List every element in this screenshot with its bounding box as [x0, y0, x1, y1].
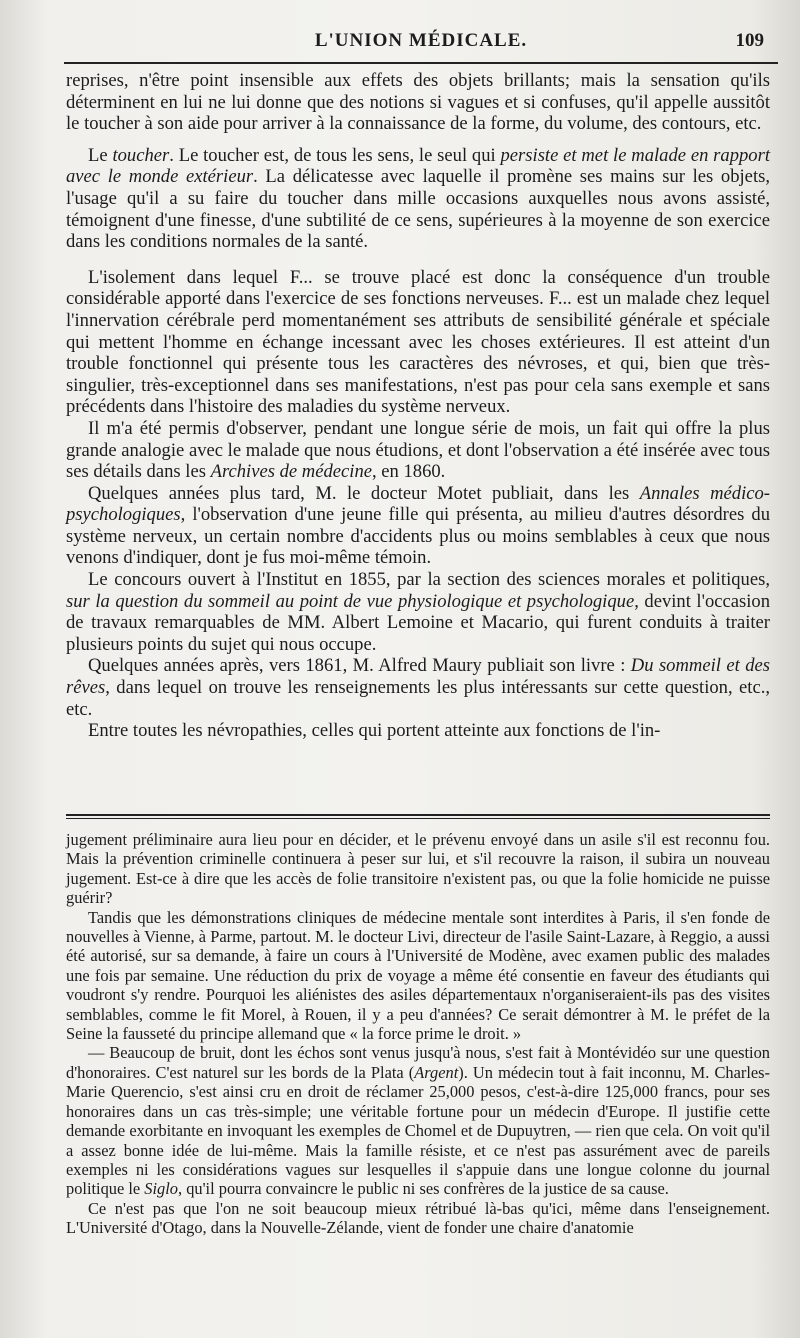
- section-rule-thin: [66, 818, 770, 819]
- feuilleton-paragraph-3: — Beaucoup de bruit, dont les échos sont venus jusqu'à nous, s'est fait à Montévidéo sur une question d'honoraires. C'est naturel sur les bords de la Plata (Argent). Un médecin tout à fait inconnu, M. Charles-Marie Querencio, s'est ainsi cru en droit de réclamer 25,000 pesos, c'est-à-dire 125,000 francs, pour ses honoraires dans un cas très-simple; une véritable fortune pour un médecin d'Europe. Il justifie cette demande exorbitante en invoquant les exemples de Chomel et de Dupuytren, — rien que cela. On voit qu'il a assez bonne idée de lui-même. Mais la famille résiste, et ce n'est pas assurément avec de pareils exemples ni les considérations vagues sur lesquelles il s'appuie dans une longue colonne du journal politique le Siglo, qu'il pourra convaincre le public ni ses confrères de la justice de sa cause.: [66, 1043, 770, 1199]
- paragraph-7: Quelques années après, vers 1861, M. Alfred Maury publiait son livre : Du sommeil et des rêves, dans lequel on trouve les renseignements les plus intéressants sur cette question, etc., etc.: [66, 655, 770, 720]
- feuilleton-paragraph-1: jugement préliminaire aura lieu pour en décider, et le prévenu envoyé dans un asile s'il est reconnu fou. Mais la prévention criminelle continuera à peser sur lui, et s'il recouvre la raison, il subira un nouveau jugement. Est-ce à dire que les accès de folie transitoire n'existent pas, ou que la folie homicide ne puisse guérir?: [66, 830, 770, 908]
- paragraph-8: Entre toutes les névropathies, celles qui portent atteinte aux fonctions de l'in-: [88, 720, 661, 742]
- feuilleton-paragraph-2: Tandis que les démonstrations cliniques de médecine mentale sont interdites à Paris, il s'en fonde de nouvelles à Vienne, à Parme, partout. M. le docteur Livi, directeur de l'asile Saint-Lazare, à Reggio, a aussi été autorisé, sur sa demande, à faire un cours à l'Université de Modène, avec examen public des malades une fois par semaine. Une réduction du prix de voyage a même été consentie en faveur des étudiants qui voudront s'y rendre. Pourquoi les aliénistes des asiles départementaux n'organiseraient-ils pas des visites semblables, comme le fit Morel, à Rouen, il y a peu d'années? Ce serait démontrer à M. le préfet de la Seine la fausseté du principe allemand que « la force prime le droit. »: [66, 907, 770, 1044]
- paragraph-2: Le toucher. Le toucher est, de tous les sens, le seul qui persiste et met le malade en rapport avec le monde extérieur. La délicatesse avec laquelle il promène ses mains sur les objets, l'usage qu'il a su faire du toucher dans mille occasions auxquelles nous avons assisté, témoignent d'une finesse, d'une subtilité de ce sens, supérieures à la moyenne de son exercice dans les conditions normales de la santé.: [66, 144, 771, 253]
- header-rule: [64, 62, 778, 64]
- paragraph-1: reprises, n'être point insensible aux effets des objets brillants; mais la sensation qu'ils déterminent en lui ne lui donne que des notions si vagues et si confuses, qu'il appelle aussitôt le toucher à son aide pour arriver à la connaissance de la forme, du volume, des contours, etc.: [66, 70, 770, 135]
- paragraph-6: Le concours ouvert à l'Institut en 1855, par la section des sciences morales et politiques, sur la question du sommeil au point de vue physiologique et psychologique, devint l'occasion de travaux remarquables de MM. Albert Lemoine et Macario, qui furent conduits à traiter plusieurs points du sujet qui nous occupe.: [66, 569, 770, 655]
- paragraph-4: Il m'a été permis d'observer, pendant une longue série de mois, un fait qui offre la plus grande analogie avec le malade que nous étudions, et dont l'observation a été insérée avec tous ses détails dans les Archives de médecine, en 1860.: [66, 417, 770, 483]
- italic-annales: Annales médico-psychologiques: [66, 482, 770, 526]
- page-number: 109: [735, 30, 764, 51]
- italic-question: sur la question du sommeil au point de vue physiologique et psychologique: [66, 590, 635, 612]
- italic-archives: Archives de médecine: [210, 461, 372, 483]
- italic-toucher: toucher: [112, 144, 170, 166]
- italic-book-title: Du sommeil et des rêves: [66, 655, 770, 699]
- running-header: [64, 26, 778, 56]
- italic-phrase: persiste et met le malade en rapport avec le monde extérieur: [66, 144, 771, 188]
- feuilleton-text: [66, 830, 770, 1238]
- italic-siglo: Siglo: [144, 1179, 178, 1199]
- paragraph-5: Quelques années plus tard, M. le docteur Motet publiait, dans les Annales médico-psychologiques, l'observation d'une jeune fille qui présenta, au milieu d'autres désordres du système nerveux, un certain nombre d'accidents plus ou moins semblables à ceux que nous venons d'indiquer, dont je fus moi-même témoin.: [66, 482, 770, 569]
- italic-argent: Argent: [414, 1062, 459, 1082]
- feuilleton-paragraph-4: Ce n'est pas que l'on ne soit beaucoup mieux rétribué là-bas qu'ici, même dans l'enseignement. L'Université d'Otago, dans la Nouvelle-Zélande, vient de fonder une chaire d'anatomie: [66, 1198, 770, 1238]
- main-text: [66, 70, 770, 742]
- paragraph-3: L'isolement dans lequel F... se trouve placé est donc la conséquence d'un trouble considérable apporté dans l'exercice de ses fonctions nerveuses. F... est un malade chez lequel l'innervation cérébrale perd momentanément ses attributs de sensibilité générale et spéciale qui mettent l'homme en échange incessant avec les choses extérieures. Il est atteint d'un trouble fonctionnel qui présente tous les caractères des névroses, et qui, bien que très-singulier, très-exceptionnel dans ses manifestations, n'est pas pour cela sans exemple et sans précédents dans l'histoire des maladies du système nerveux.: [66, 266, 770, 418]
- journal-title: L'UNION MÉDICALE.: [314, 30, 528, 51]
- section-rule: [66, 814, 770, 816]
